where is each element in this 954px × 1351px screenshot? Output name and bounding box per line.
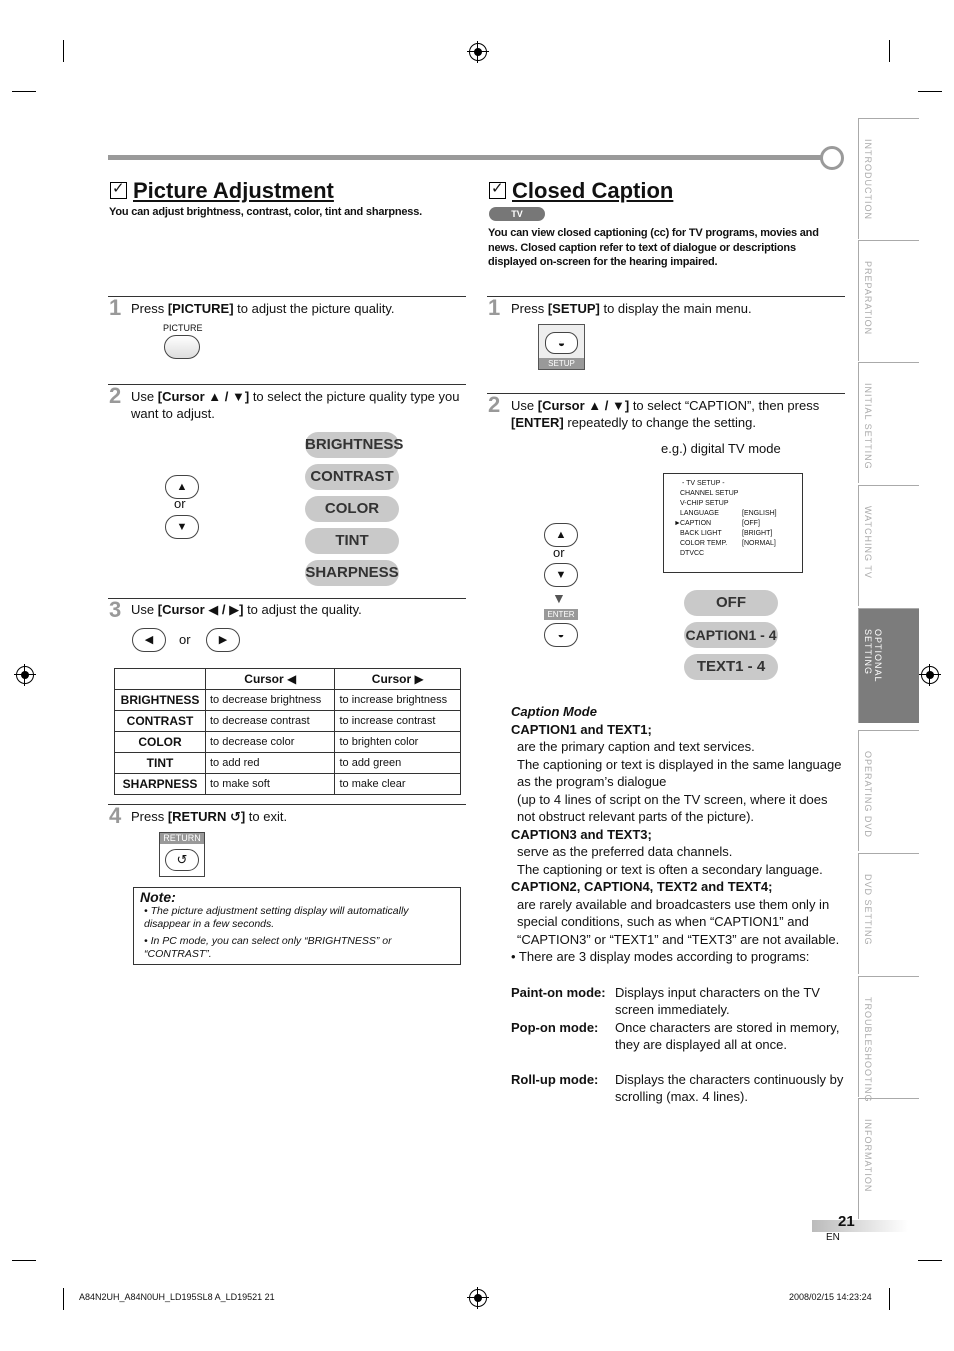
registration-mark-icon [16, 666, 34, 684]
tab-label: INITIAL SETTING [863, 383, 873, 470]
tab-troubleshooting[interactable] [858, 976, 919, 1103]
return-button[interactable]: ↺ [165, 849, 199, 871]
tab-information[interactable] [858, 1098, 919, 1219]
table-cell: to decrease contrast [206, 711, 335, 732]
table-cell: to add green [335, 753, 461, 774]
table-cell: CONTRAST [115, 711, 206, 732]
caption-mode-section [511, 703, 846, 966]
tab-watching-tv[interactable] [858, 485, 919, 606]
option-sharpness: SHARPNESS [305, 560, 399, 586]
table-row [115, 753, 461, 774]
tab-label: TROUBLESHOOTING [863, 997, 873, 1103]
cursor-up-button[interactable]: ▲ [544, 523, 578, 547]
step-text: Press [RETURN ↺] to exit. [131, 809, 288, 824]
arrow-down-icon: ▼ [552, 590, 566, 606]
caption1-heading: CAPTION1 and TEXT1; [511, 721, 652, 737]
menu-item: LANGUAGE [680, 510, 719, 517]
registration-mark-icon [469, 1289, 487, 1307]
step-number: 2 [109, 383, 122, 408]
step-text: Use [Cursor ▲ / ▼] to select “CAPTION”, then press [ENTER] repeatedly to change the setting. [511, 398, 820, 430]
step-text: Use [Cursor ◀ / ▶] to adjust the quality. [131, 602, 362, 617]
option-color: COLOR [305, 496, 399, 522]
tab-operating-dvd[interactable] [858, 730, 919, 851]
tab-label: OPERATING DVD [863, 751, 873, 838]
cursor-down-button[interactable]: ▼ [544, 563, 578, 587]
table-cell: SHARPNESS [115, 774, 206, 795]
menu-item: DTVCC [680, 550, 705, 557]
menu-cursor-icon: ► [674, 520, 681, 527]
tab-preparation[interactable] [858, 240, 919, 361]
picture-button[interactable] [164, 335, 200, 359]
table-row [115, 774, 461, 795]
divider [108, 296, 466, 297]
step-text: Use [Cursor ▲ / ▼] to select the picture quality type you want to adjust. [131, 389, 460, 421]
footer-timestamp: 2008/02/15 14:23:24 [789, 1292, 872, 1302]
divider [487, 296, 845, 297]
table-header: Cursor ▶ [335, 669, 461, 690]
tab-label: INTRODUCTION [863, 139, 873, 220]
or-text: or [179, 632, 191, 647]
section-title-picture [110, 178, 334, 204]
menu-value: [OFF] [742, 520, 760, 527]
crop-mark [889, 1288, 890, 1310]
table-header [115, 669, 206, 690]
table-cell: to brighten color [335, 732, 461, 753]
step-number: 3 [109, 597, 122, 622]
note-title: Note: [140, 889, 176, 905]
table-cell: COLOR [115, 732, 206, 753]
caption-text: are rarely available and broadcasters use them only in special conditions, such as when “CAPTION1” and “CAPTION3” or “TEXT1” and “TEXT3” are not available. [517, 896, 840, 947]
step-text: Press [SETUP] to display the main menu. [511, 301, 752, 316]
table-cell: to make clear [335, 774, 461, 795]
step-number: 1 [109, 295, 122, 320]
menu-value: [BRIGHT] [742, 530, 773, 537]
page-title: Picture Adjustment [133, 178, 334, 203]
language-code: EN [826, 1232, 840, 1243]
tab-label: DVD SETTING [863, 874, 873, 946]
return-button-frame [159, 832, 205, 877]
checkbox-icon [489, 182, 506, 199]
menu-item: BACK LIGHT [680, 530, 722, 537]
note-box [133, 887, 461, 965]
section-title-caption [489, 178, 673, 204]
crop-mark [63, 1288, 64, 1310]
mode-label: Roll-up mode: [511, 1072, 599, 1087]
menu-item: V-CHIP SETUP [680, 500, 729, 507]
step-text: Press [PICTURE] to adjust the picture quality. [131, 301, 395, 316]
table-row [115, 711, 461, 732]
tv-setup-menu [663, 473, 803, 573]
mode-label: Pop-on mode: [511, 1020, 599, 1035]
page-number-bar [812, 1220, 908, 1232]
crop-mark [918, 91, 942, 92]
table-cell: to increase contrast [335, 711, 461, 732]
option-off: OFF [684, 590, 778, 616]
cursor-right-button[interactable]: ▶ [206, 628, 240, 652]
option-contrast: CONTRAST [305, 464, 399, 490]
header-bar-circle [820, 146, 844, 170]
caption-mode-heading: Caption Mode [511, 704, 597, 719]
tab-label: WATCHING TV [863, 506, 873, 579]
table-cell: TINT [115, 753, 206, 774]
setup-button-frame [538, 324, 585, 370]
example-label: e.g.) digital TV mode [661, 441, 781, 456]
menu-value: [ENGLISH] [742, 510, 777, 517]
caption-text: serve as the preferred data channels. [517, 844, 733, 859]
crop-mark [918, 1260, 942, 1261]
enter-button[interactable]: ◒ [544, 623, 578, 647]
table-header: Cursor ◀ [206, 669, 335, 690]
or-text: or [553, 545, 565, 560]
intro-text: You can view closed captioning (cc) for TV programs, movies and news. Closed caption refer to text of dialogue or descriptions displayed on-screen for the hearing impaired. [488, 227, 819, 268]
option-brightness: BRIGHTNESS [305, 432, 399, 458]
intro-text: You can adjust brightness, contrast, color, tint and sharpness. [109, 206, 422, 218]
mode-description: Displays input characters on the TV screen immediately. [615, 985, 820, 1017]
mode-description: Displays the characters continuously by scrolling (max. 4 lines). [615, 1072, 844, 1104]
table-row [115, 690, 461, 711]
tab-label: INFORMATION [863, 1119, 873, 1193]
setup-button[interactable]: ◒ [545, 332, 578, 354]
header-bar [108, 155, 824, 160]
step-number: 2 [488, 392, 501, 417]
table-cell: to decrease brightness [206, 690, 335, 711]
enter-button-label: ENTER [544, 609, 578, 620]
picture-button-label: PICTURE [163, 323, 203, 333]
menu-value: [NORMAL] [742, 540, 776, 547]
tv-badge: TV [489, 207, 545, 221]
return-button-label: RETURN [160, 833, 204, 844]
menu-item: CHANNEL SETUP [680, 490, 739, 497]
cursor-up-button[interactable]: ▲ [165, 475, 199, 499]
note-item: • In PC mode, you can select only “BRIGHTNESS” or “CONTRAST”. [144, 935, 392, 960]
setup-button-label: SETUP [539, 358, 584, 369]
registration-mark-icon [921, 666, 939, 684]
step-number: 1 [488, 295, 501, 320]
cursor-left-button[interactable]: ◀ [132, 628, 166, 652]
divider [108, 804, 466, 805]
caption-text: are the primary caption and text services. [517, 739, 755, 754]
divider [108, 384, 466, 385]
tab-dvd-setting[interactable] [858, 853, 919, 974]
caption-text: The captioning or text is often a secondary language. [517, 861, 823, 877]
tab-label: OPTIONAL SETTING [863, 629, 883, 683]
step-number: 4 [109, 803, 122, 828]
note-item: • The picture adjustment setting display will automatically disappear in a few seconds. [144, 905, 409, 930]
option-caption: CAPTION1 - 4 [684, 622, 778, 648]
display-modes-bullet: • There are 3 display modes according to programs: [511, 949, 810, 964]
caption2-heading: CAPTION2, CAPTION4, TEXT2 and TEXT4; [511, 879, 773, 894]
footer-file-info: A84N2UH_A84N0UH_LD195SL8 A_LD19521 21 [79, 1292, 275, 1302]
menu-item: CAPTION [680, 520, 712, 527]
cursor-effect-table [114, 668, 461, 795]
table-row [115, 732, 461, 753]
option-text: TEXT1 - 4 [684, 654, 778, 680]
tab-optional-setting[interactable] [858, 608, 919, 723]
menu-title: - TV SETUP - [682, 480, 725, 487]
table-cell: BRIGHTNESS [115, 690, 206, 711]
menu-item: COLOR TEMP. [680, 540, 728, 547]
cursor-down-button[interactable]: ▼ [165, 515, 199, 539]
tab-initial-setting[interactable] [858, 362, 919, 483]
crop-mark [12, 1260, 36, 1261]
crop-mark [889, 40, 890, 62]
caption-text: The captioning or text is displayed in the same language as the program’s dialogue [517, 756, 842, 789]
mode-description: Once characters are stored in memory, they are displayed all at once. [615, 1020, 840, 1052]
table-cell: to add red [206, 753, 335, 774]
table-cell: to decrease color [206, 732, 335, 753]
option-tint: TINT [305, 528, 399, 554]
caption-text: (up to 4 lines of script on the TV screen, where it does not obstruct relevant parts of the picture). [517, 791, 828, 824]
table-header-row [115, 669, 461, 690]
table-cell: to increase brightness [335, 690, 461, 711]
caption3-heading: CAPTION3 and TEXT3; [511, 826, 652, 842]
page-number: 21 [838, 1213, 855, 1230]
tab-label: PREPARATION [863, 261, 873, 336]
tab-introduction[interactable] [858, 118, 919, 239]
or-text: or [174, 496, 186, 511]
divider [487, 393, 845, 394]
mode-label: Paint-on mode: [511, 985, 606, 1000]
divider [108, 598, 466, 599]
checkbox-icon [110, 182, 127, 199]
section-title: Closed Caption [512, 178, 674, 203]
crop-mark [63, 40, 64, 62]
table-cell: to make soft [206, 774, 335, 795]
registration-mark-icon [469, 43, 487, 61]
crop-mark [12, 91, 36, 92]
